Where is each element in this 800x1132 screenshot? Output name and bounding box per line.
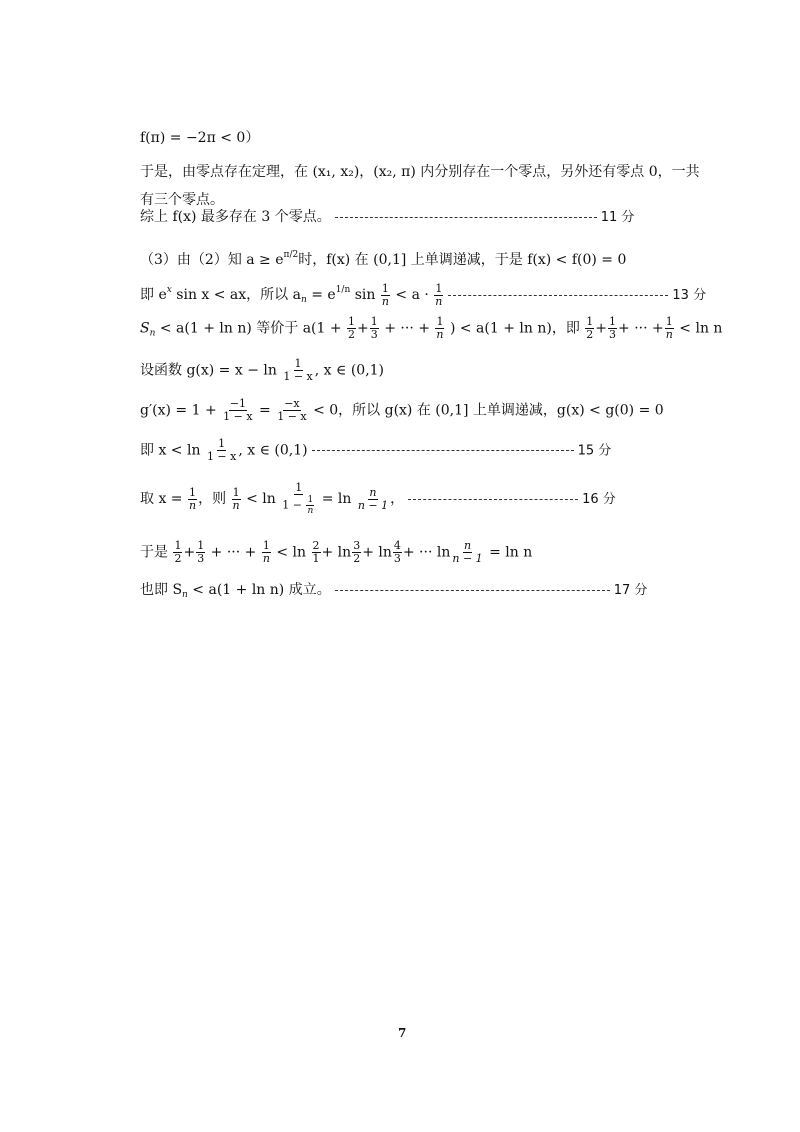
text: S — [140, 320, 150, 337]
text: g′(x) = 1 + — [140, 402, 217, 419]
text: + ··· + — [384, 320, 430, 337]
score: 16 分 — [582, 492, 616, 507]
fraction: $\frac{1}{1 - x}$ — [206, 437, 237, 463]
line-13 — [140, 580, 647, 605]
fraction: $\frac{1}{n}$ — [262, 539, 270, 565]
text: < a(1 + ln n) 等价于 a(1 + — [159, 320, 342, 337]
exponent: x — [166, 285, 172, 295]
score-leader — [448, 295, 668, 296]
fraction: $\frac{1}{2}$ — [586, 315, 594, 341]
score: 11 分 — [600, 210, 635, 225]
fraction: $\frac{2}{1}$ — [312, 539, 320, 565]
fraction: $\frac{1}{n}$ — [232, 485, 240, 512]
fraction: $\frac{1}{1 - x}$ — [283, 357, 313, 383]
score-leader — [335, 217, 597, 218]
text: ) < a(1 + ln n)，即 — [449, 320, 580, 337]
text: 即 e — [140, 287, 167, 303]
text: 取 x = — [140, 491, 183, 507]
subscript: n — [149, 328, 156, 339]
text: sin x < ax，所以 a — [176, 287, 301, 303]
text: < ln — [276, 544, 307, 561]
text: = e — [311, 287, 336, 303]
subscript: n — [300, 295, 307, 305]
text: 也即 S — [140, 582, 183, 598]
score: 17 分 — [613, 583, 648, 598]
text: 即 x < ln — [140, 442, 201, 459]
text: 有三个零点。 — [140, 192, 224, 208]
text: = ln n — [489, 544, 533, 561]
score-leader — [408, 499, 578, 500]
fraction: $\frac{1}{n}$ — [381, 281, 389, 308]
line-6 — [140, 280, 706, 310]
line-1 — [140, 128, 259, 148]
fraction: $\frac{1}{n}$ — [188, 485, 197, 512]
text: f(π) = −2π < 0） — [140, 130, 260, 146]
fraction: $\frac{1}{2}$ — [174, 539, 182, 565]
line-7: $S_n < a(1 + \ln n)$ 等价于 a(1 + $\frac{1}{2}$ + $\frac{1}{3}$ + ··· + $\frac{1}{n}$ ) < a(1 + ln n)，即 $\frac{1}{2}$ + $\frac{1}{3}$ + ··· + $\frac{1}{n}$ < ln n — [140, 315, 723, 341]
text: 于是 — [140, 544, 168, 561]
text: 设函数 g(x) = x − ln — [140, 362, 277, 379]
line-2 — [140, 162, 700, 182]
fraction: $\frac{1}{3}$ — [609, 315, 617, 341]
text: = ln — [321, 491, 352, 507]
fraction: $\frac{4}{3}$ — [393, 539, 401, 565]
fraction: $\frac{1}{3}$ — [370, 315, 378, 341]
text: , x ∈ (0,1) — [238, 442, 308, 459]
fraction: $\frac{3}{2}$ — [353, 539, 361, 565]
line-10 — [140, 438, 611, 463]
text: + ··· + — [210, 544, 257, 561]
text: < 0，所以 g(x) 在 (0,1] 上单调递减，g(x) < g(0) = 0 — [313, 402, 664, 419]
text: < ln — [246, 491, 276, 507]
text: , x ∈ (0,1) — [314, 362, 385, 379]
text: （3）由（2）知 a ≥ e — [140, 252, 284, 268]
score-leader — [335, 590, 610, 591]
score-leader — [312, 450, 574, 451]
text: 综上 f(x) 最多存在 3 个零点。 — [140, 209, 331, 225]
fraction: $\frac{n}{n - 1}$ — [357, 485, 389, 512]
line-8 — [140, 358, 384, 383]
text: < a(1 + ln n) 成立。 — [192, 582, 331, 598]
fraction: 1 1 − $\frac{1}{n}$ — [282, 481, 314, 516]
exponent-fraction: 1/n — [335, 285, 351, 295]
text: ，则 — [198, 491, 227, 507]
text: = — [259, 402, 271, 419]
line-12: 于是 $\frac{1}{2}$ + $\frac{1}{3}$ + ··· + $\frac{1}{n}$ < ln $\frac{2}{1}$ + ln $\frac{3}{2}$ + ln $\frac{4}{3}$ + ··· ln $\frac{n}{n - 1}$ = ln n — [140, 539, 533, 565]
text: ， — [390, 491, 405, 507]
text: 时，f(x) 在 (0,1] 上单调递减，于是 f(x) < f(0) = 0 — [298, 252, 627, 268]
fraction: $\frac{1}{n}$ — [665, 315, 673, 341]
fraction: $\frac{1}{3}$ — [197, 539, 205, 565]
fraction: $\frac{1}{n}$ — [435, 281, 443, 308]
fraction: $\frac{1}{2}$ — [348, 315, 356, 341]
line-9 — [140, 398, 664, 423]
line-5 — [140, 245, 626, 270]
text: 于是，由零点存在定理，在 (x₁, x₂)，(x₂, π) 内分别存在一个零点，另外还有零点 0，一共 — [140, 164, 700, 180]
fraction: $\frac{n}{n - 1}$ — [452, 539, 483, 565]
exponent: π/2 — [283, 250, 299, 260]
fraction: $\frac{-1}{1 - x}$ — [223, 397, 253, 423]
line-11 — [140, 482, 616, 516]
fraction: $\frac{-x}{1 - x}$ — [277, 397, 307, 423]
text: < ln n — [679, 320, 723, 337]
subscript: n — [182, 590, 188, 600]
text: < a · — [395, 287, 429, 303]
page-number: 7 — [398, 1026, 407, 1040]
score: 13 分 — [672, 288, 707, 303]
text: sin — [354, 287, 376, 303]
fraction: $\frac{1}{n}$ — [436, 315, 444, 341]
line-4 — [140, 207, 634, 228]
score: 15 分 — [577, 443, 612, 459]
